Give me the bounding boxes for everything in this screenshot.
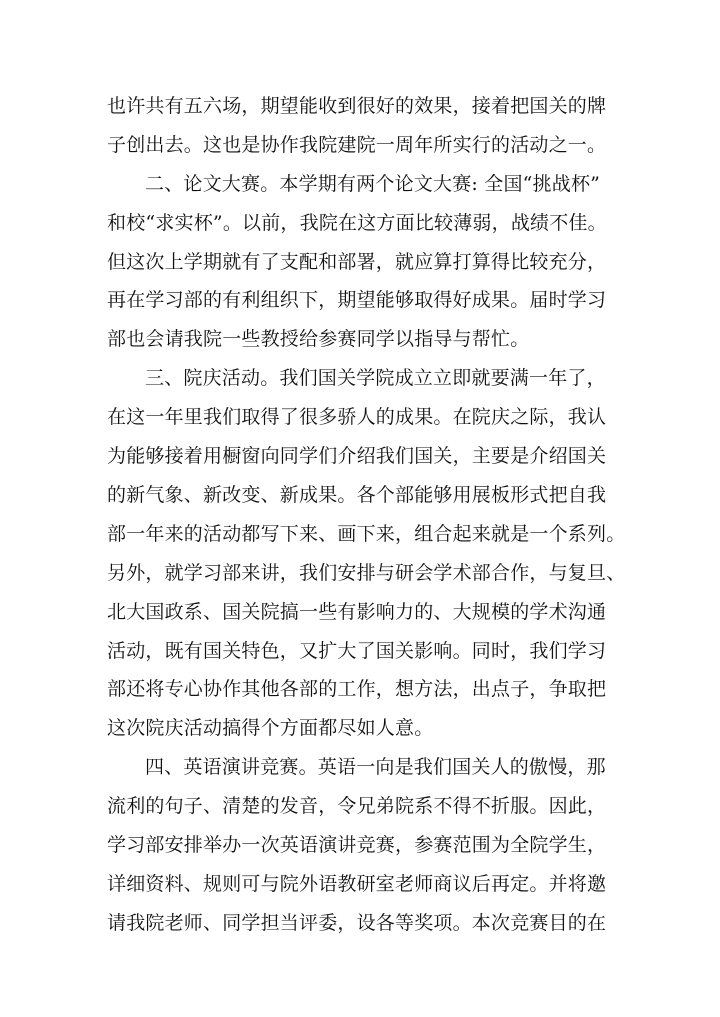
text-line: 子创出去。这也是协作我院建院一周年所实行的活动之一。 xyxy=(107,134,607,156)
text-line: 另外，就学习部来讲，我们安排与研会学术部合作，与复旦、 xyxy=(107,562,626,584)
text-line: 这次院庆活动搞得个方面都尽如人意。 xyxy=(107,717,434,739)
text-line: 北大国政系、国关院搞一些有影响力的、大规模的学术沟通 xyxy=(107,601,607,623)
text-line: 但这次上学期就有了支配和部署，就应算打算得比较充分， xyxy=(107,251,607,273)
paragraph-heading-line: 四、英语演讲竞赛。英语一向是我们国关人的傲慢，那 xyxy=(145,756,606,778)
text-line: 部还将专心协作其他各部的工作，想方法，出点子，争取把 xyxy=(107,678,607,700)
text-line: 的新气象、新改变、新成果。各个部能够用展板形式把自我 xyxy=(107,484,607,506)
text-line: 在这一年里我们取得了很多骄人的成果。在院庆之际，我认 xyxy=(107,406,607,428)
text-line: 为能够接着用橱窗向同学们介绍我们国关，主要是介绍国关 xyxy=(107,445,607,467)
text-line: 也许共有五六场，期望能收到很好的效果，接着把国关的牌 xyxy=(107,95,607,117)
text-line: 请我院老师、同学担当评委，设各等奖项。本次竞赛目的在 xyxy=(107,912,607,934)
paragraph-heading-line: 二、论文大赛。本学期有两个论文大赛: 全国“挑战杯” xyxy=(145,173,601,195)
text-line: 再在学习部的有利组织下，期望能够取得好成果。届时学习 xyxy=(107,289,607,311)
text-line: 活动，既有国关特色，又扩大了国关影响。同时，我们学习 xyxy=(107,640,607,662)
paragraph-heading-line: 三、院庆活动。我们国关学院成立立即就要满一年了， xyxy=(145,367,606,389)
text-line: 部一年来的活动都写下来、画下来，组合起来就是一个系列。 xyxy=(107,523,626,545)
text-line: 详细资料、规则可与院外语教研室老师商议后再定。并将邀 xyxy=(107,873,607,895)
text-line: 学习部安排举办一次英语演讲竞赛，参赛范围为全院学生， xyxy=(107,834,607,856)
text-line: 和校“求实杯”。以前，我院在这方面比较薄弱，战绩不佳。 xyxy=(107,212,607,234)
text-line: 流利的句子、清楚的发音，令兄弟院系不得不折服。因此， xyxy=(107,795,607,817)
text-line: 部也会请我院一些教授给参赛同学以指导与帮忙。 xyxy=(107,328,530,350)
